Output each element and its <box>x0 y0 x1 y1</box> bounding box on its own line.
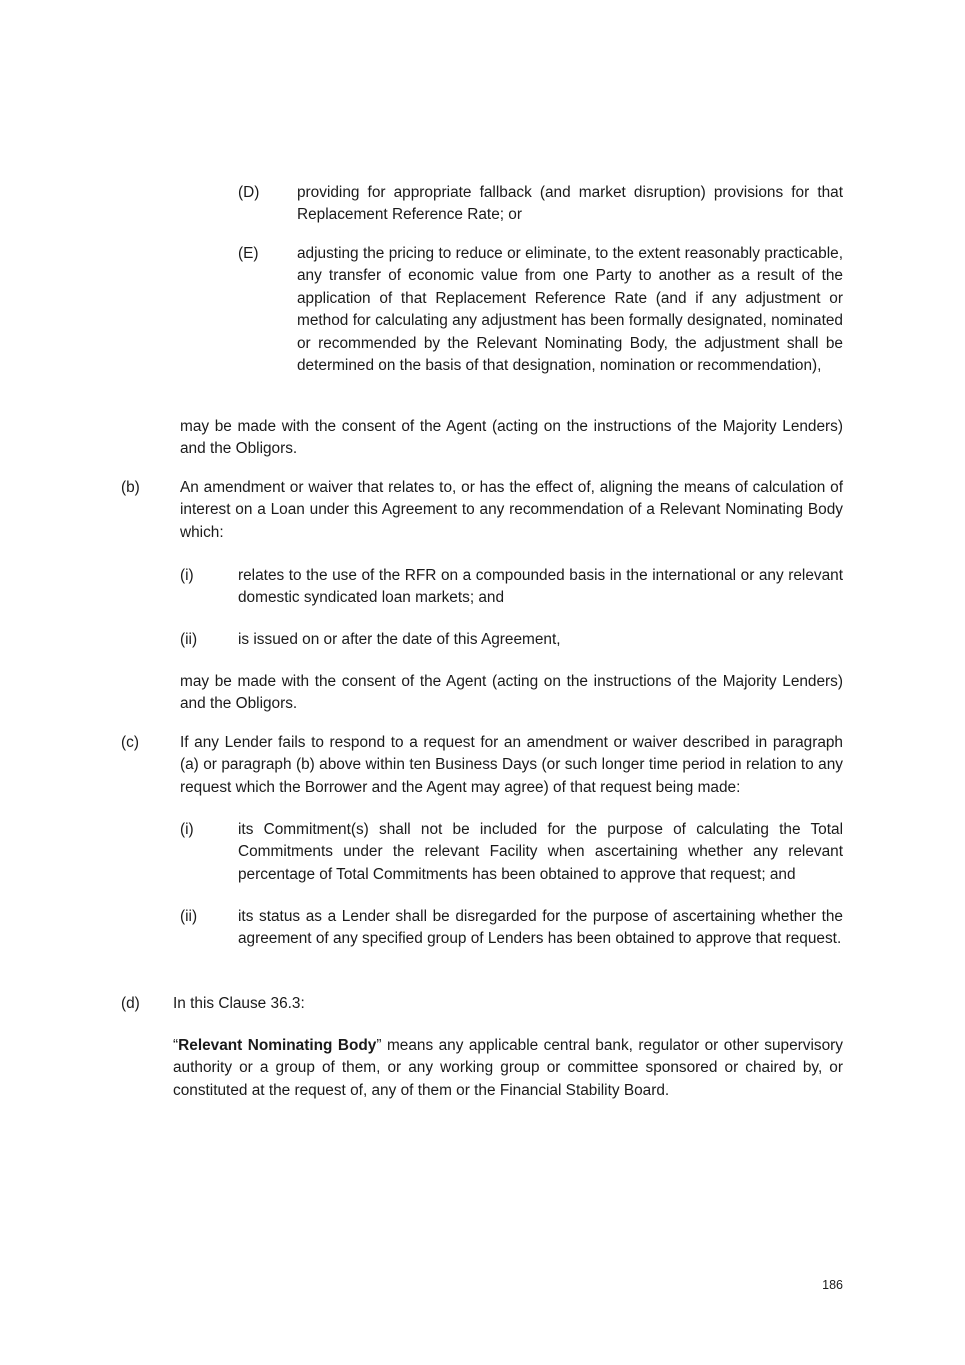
item-label-d: (d) <box>121 995 140 1012</box>
paragraph-a-tail: may be made with the consent of the Agent (acting on the instructions of the Majority Lenders) and the Obligors. <box>180 418 843 458</box>
definition-relevant-nominating-body <box>173 1035 843 1102</box>
item-label-c-i: (i) <box>180 821 194 838</box>
item-text-D: providing for appropriate fallback (and market disruption) provisions for that Replacement Reference Rate; or <box>297 184 843 224</box>
item-text-c-i: its Commitment(s) shall not be included for the purpose of calculating the Total Commitments under the relevant Facility when ascertaining whether any relevant percentage of Total Commitments has been obtained to approve that request; and <box>238 821 843 883</box>
item-text-c-ii: its status as a Lender shall be disregarded for the purpose of ascertaining whether the agreement of any specified group of Lenders has been obtained to approve that request. <box>238 908 843 948</box>
paragraph-b-tail: may be made with the consent of the Agent (acting on the instructions of the Majority Lenders) and the Obligors. <box>180 673 843 713</box>
item-text-b: An amendment or waiver that relates to, or has the effect of, aligning the means of calculation of interest on a Loan under this Agreement to any recommendation of a Relevant Nominating Body which: <box>180 479 843 541</box>
item-text-b-ii: is issued on or after the date of this Agreement, <box>238 631 561 648</box>
item-label-c-ii: (ii) <box>180 908 198 925</box>
item-label-b-i: (i) <box>180 567 194 584</box>
item-label-b-ii: (ii) <box>180 631 198 648</box>
page-number: 186 <box>822 1278 843 1292</box>
item-label-E: (E) <box>238 245 259 262</box>
definition-text: means any applicable central bank, regulator or other supervisory authority or a group of them, or any working group or committee sponsored or chaired by, or constituted at the request of, any of them or the Financial Stability Board. <box>173 1037 843 1099</box>
item-text-b-i: relates to the use of the RFR on a compounded basis in the international or any relevant domestic syndicated loan markets; and <box>238 567 843 607</box>
item-text-d: In this Clause 36.3: <box>173 995 305 1012</box>
item-text-E: adjusting the pricing to reduce or eliminate, to the extent reasonably practicable, any transfer of economic value from one Party to another as a result of the application of that Replacement Reference Rate (and if any adjustment or method for calculating any adjustment has been formally designated, nominated or recommended by the Relevant Nominating Body, the adjustment shall be determined on the basis of that designation, nomination or recommendation), <box>297 245 843 375</box>
definition-open-quote: “ <box>173 1037 179 1054</box>
item-label-c: (c) <box>121 734 139 751</box>
definition-term: Relevant Nominating Body <box>178 1037 377 1054</box>
item-label-b: (b) <box>121 479 140 496</box>
definition-close-quote: ” <box>376 1037 382 1054</box>
item-label-D: (D) <box>238 184 260 201</box>
item-text-c: If any Lender fails to respond to a request for an amendment or waiver described in paragraph (a) or paragraph (b) above within ten Business Days (or such longer time period in relation to any request which the Borrower and the Agent may agree) of that request being made: <box>180 734 843 796</box>
